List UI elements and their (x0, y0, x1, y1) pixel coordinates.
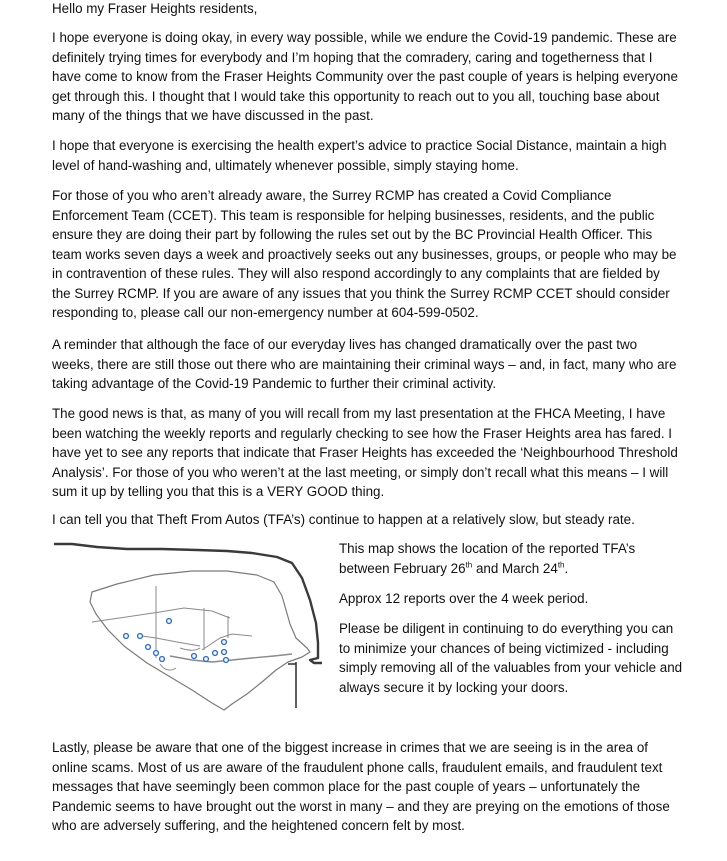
map-area-outline (90, 571, 310, 710)
tfa-report-marker (213, 651, 218, 656)
tfa-report-marker (204, 657, 209, 662)
map-street (170, 654, 292, 662)
tfa-report-marker (222, 640, 227, 645)
map-caption-date-start: between February 26 (339, 560, 466, 576)
paragraph-scams: Lastly, please be aware that one of the biggest increase in crimes that we are seeing is in the area of online scams. Most of us are aware of the fraudulent phone calls, fraudulent emails, and fraudulent text messages that have seemingly been common place for the past couple of years – unfortunately the Pandemic seems to have brought out the worst in many – and they are preying on the emotions of those who are adversely suffering, and the heightened concern felt by most. (52, 740, 670, 833)
tfa-report-marker (138, 634, 143, 639)
advice-paragraph: Please be diligent in continuing to do everything you can to minimize your chances of being victimized - including simply removing all of the valuables from your vehicle and always secure it by locking your doors. (339, 621, 683, 695)
map-street (142, 636, 200, 646)
map-boundary-road (54, 544, 322, 663)
paragraph-social-distance: I hope that everyone is exercising the health expert’s advice to practice Social Distance, maintain a high level of hand-washing and, ultimately whenever possible, simply staying home. (52, 138, 667, 173)
map-caption (339, 539, 684, 578)
tfa-report-marker (160, 657, 165, 662)
greeting: Hello my Fraser Heights residents, (52, 1, 258, 16)
paragraph-reminder: A reminder that although the face of our everyday lives has changed dramatically over the past two weeks, there are still those out there who are maintaining their criminal ways – and, in fact, many who are taking advantage of the Covid-19 Pandemic to further their criminal activity. (52, 337, 677, 391)
map-caption-date-end: . (564, 560, 569, 576)
paragraph-good-news: The good news is that, as many of you will recall from my last presentation at the FHCA Meeting, I have been watching the weekly reports and regularly checking to see how the Fraser Heights area has fared. I have yet to see any reports that indicate that Fraser Heights has exceeded the ‘Neighbourhood Threshold Analysis’. For those of you who weren’t at the last meeting, or simply don’t recall what this means – I will sum it up by telling you that this is a VERY GOOD thing. (52, 406, 678, 499)
map-caption-sup-1: th (465, 560, 473, 570)
paragraph-tfa: I can tell you that Theft From Autos (TFA’s) continue to happen at a relatively slow, but steady rate. (52, 512, 635, 527)
map-street (160, 664, 176, 670)
tfa-report-marker (192, 654, 197, 659)
paragraph-pandemic: I hope everyone is doing okay, in every way possible, while we endure the Covid-19 pandemic. These are definitely trying times for everybody and I’m hoping that the comradery, caring and togetherness that I have come to know from the Fraser Heights Community over the past couple of years is helping everyone get through this. I thought that I would take this opportunity to reach out to you all, touching base about many of the things that we have discussed in the past. (52, 30, 678, 123)
paragraph-ccet: For those of you who aren’t already aware, the Surrey RCMP has created a Covid Compliance Enforcement Team (CCET). This team is responsible for helping businesses, residents, and the public ensure they are doing their part by following the rules set out by the BC Provincial Health Officer. This team works seven days a week and proactively seeks out any businesses, groups, or people who may be in contravention of these rules. They will also respond accordingly to any complaints that are fielded by the Surrey RCMP. If you are aware of any issues that you think the Surrey RCMP CCET should consider responding to, please call our non-emergency number at 604-599-0502. (52, 188, 677, 320)
tfa-report-marker (224, 658, 229, 663)
map-caption-date-mid: and March 24 (472, 560, 558, 576)
tfa-report-marker (146, 645, 151, 650)
tfa-report-marker (124, 634, 129, 639)
map-caption-sup-2: th (557, 560, 565, 570)
approx-reports: Approx 12 reports over the 4 week period. (339, 591, 589, 606)
tfa-report-marker (167, 619, 172, 624)
map-street (92, 608, 230, 622)
tfa-report-marker (154, 651, 159, 656)
report-markers (124, 619, 229, 663)
tfa-map (52, 538, 334, 718)
map-caption-line1: This map shows the location of the reported TFA’s (339, 541, 636, 556)
map-street (180, 648, 200, 650)
tfa-report-marker (222, 650, 227, 655)
